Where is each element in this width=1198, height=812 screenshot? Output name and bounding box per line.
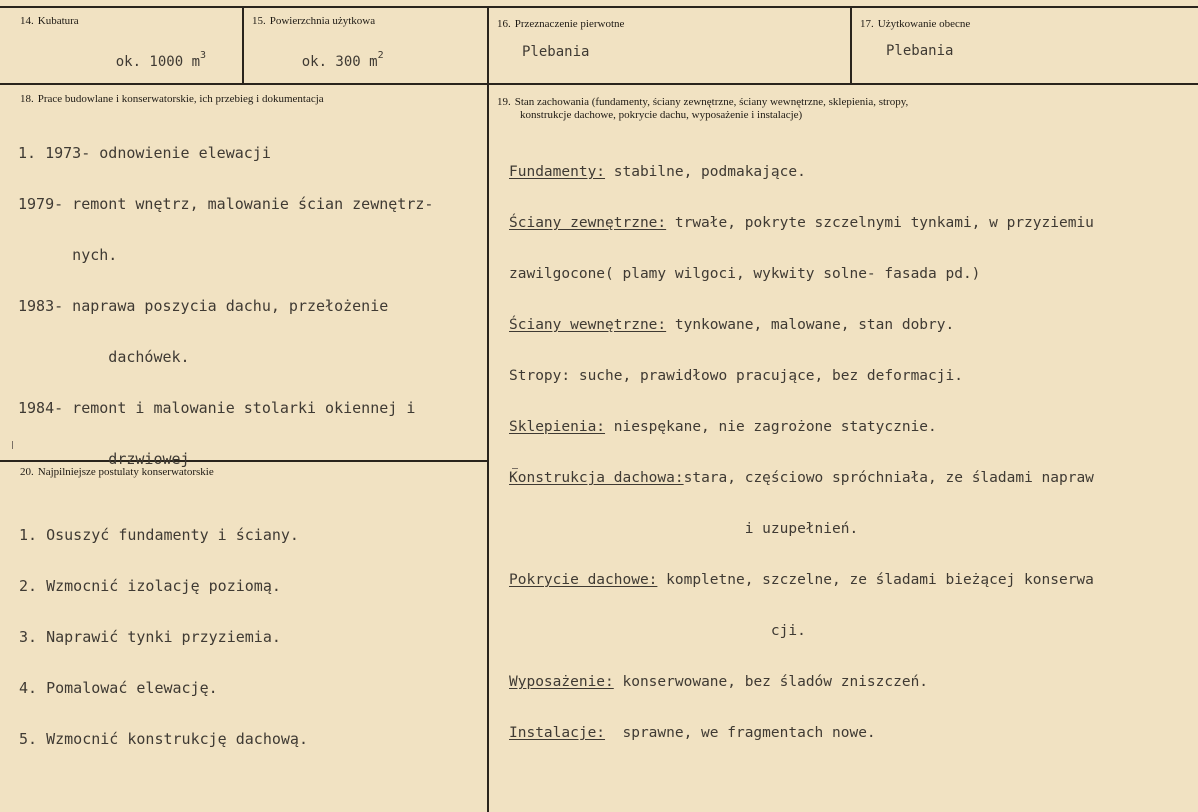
stray-mark [512, 468, 518, 469]
field-17-label-text: Użytkowanie obecne [877, 18, 971, 30]
field-15-value-text: ok. 300 m [301, 54, 378, 70]
condition-text: stara, częściowo spróchniała, ze śladami napraw [683, 470, 1094, 486]
section-18-line: nych. [18, 246, 118, 264]
field-17-label [860, 18, 970, 30]
condition-text: trwałe, pokryte szczelnymi tynkami, w przyziemiu [666, 215, 1094, 231]
postulate-item: 1. Osuszyć fundamenty i ściany. [19, 526, 299, 544]
section-20-label [20, 466, 214, 478]
condition-text: kompletne, szczelne, ze śladami bieżącej konserwa [657, 572, 1094, 588]
divider-14-15 [242, 6, 244, 84]
field-17-number: 17. [860, 18, 874, 30]
condition-text: zawilgocone( plamy wilgoci, wykwity solne- fasada pd.) [509, 266, 981, 282]
divider-15-16 [487, 6, 489, 84]
condition-entry [509, 521, 1094, 538]
postulate-item: 2. Wzmocnić izolację poziomą. [19, 577, 281, 595]
field-14-label-text: Kubatura [37, 15, 79, 27]
section-18-line: 1. 1973- odnowienie elewacji [18, 144, 271, 162]
section-19-label-text1: Stan zachowania (fundamenty, ściany zewnętrzne, ściany wewnętrzne, sklepienia, stropy, [514, 96, 909, 108]
section-18-line: dachówek. [18, 348, 190, 366]
field-15-label-text: Powierzchnia użytkowa [269, 15, 376, 27]
condition-entry [509, 725, 1094, 742]
section-18-number: 18. [20, 93, 34, 105]
condition-text: Stropy: suche, prawidłowo pracujące, bez deformacji. [509, 368, 963, 384]
condition-key: Fundamenty: [509, 164, 606, 180]
section-19-label [497, 96, 908, 122]
section-19-label-line2: konstrukcje dachowe, pokrycie dachu, wyposażenie i instalacje) [520, 109, 803, 121]
condition-entry [509, 572, 1094, 589]
condition-key: Sklepienia: [509, 419, 606, 435]
field-14-superscript: 3 [200, 50, 207, 61]
field-16-number: 16. [497, 18, 511, 30]
field-14-label [20, 15, 79, 27]
section-18-label [20, 93, 324, 105]
condition-text: niespękane, nie zagrożone statycznie. [605, 419, 937, 435]
condition-entry [509, 368, 1094, 385]
section-19-number: 19. [497, 96, 511, 108]
condition-text: konserwowane, bez śladów zniszczeń. [613, 674, 929, 690]
postulate-item: 5. Wzmocnić konstrukcję dachową. [19, 730, 308, 748]
field-15-number: 15. [252, 15, 266, 27]
section-20-text [19, 493, 308, 782]
condition-text: sprawne, we fragmentach nowe. [605, 725, 876, 741]
section-19-text [509, 130, 1094, 776]
field-15-value [268, 37, 384, 89]
condition-entry [509, 164, 1094, 181]
condition-text: stabilne, podmakające. [605, 164, 806, 180]
postulate-item: 4. Pomalować elewację. [19, 679, 218, 697]
section-20-label-text: Najpilniejsze postulaty konserwatorskie [37, 466, 214, 478]
field-14-number: 14. [20, 15, 34, 27]
condition-text: cji. [509, 623, 806, 639]
section-19-label-line1 [497, 96, 908, 109]
postulate-item: 3. Naprawić tynki przyziemia. [19, 628, 281, 646]
section-20-number: 20. [20, 466, 34, 478]
field-15-superscript: 2 [377, 50, 384, 61]
section-18-line: 1979- remont wnętrz, malowanie ścian zewnętrz- [18, 195, 434, 213]
condition-text: tynkowane, malowane, stan dobry. [666, 317, 955, 333]
condition-key: Instalacje: [509, 725, 606, 741]
divider-16-17 [850, 6, 852, 84]
condition-key: Ściany zewnętrzne: [509, 215, 667, 231]
field-14-value-text: ok. 1000 m [115, 54, 201, 70]
stray-mark [12, 441, 13, 449]
field-16-label-text: Przeznaczenie pierwotne [514, 18, 625, 30]
condition-entry [509, 623, 1094, 640]
field-16-value: Plebania [522, 44, 590, 60]
section-18-text [18, 111, 433, 502]
section-18-label-text: Prace budowlane i konserwatorskie, ich przebieg i dokumentacja [37, 93, 324, 105]
field-16-label [497, 18, 624, 30]
top-border [0, 6, 1198, 8]
condition-text: i uzupełnień. [509, 521, 859, 537]
condition-key: Ściany wewnętrzne: [509, 317, 667, 333]
condition-entry [509, 470, 1094, 487]
section-18-line: 1983- naprawa poszycia dachu, przełożenie [18, 297, 389, 315]
condition-entry [509, 266, 1094, 283]
condition-key: Pokrycie dachowe: [509, 572, 658, 588]
condition-key: Konstrukcja dachowa: [509, 470, 684, 486]
condition-entry [509, 215, 1094, 232]
field-15-label [252, 15, 375, 27]
main-vertical-divider [487, 84, 489, 812]
condition-entry [509, 419, 1094, 436]
condition-entry [509, 317, 1094, 334]
condition-entry [509, 674, 1094, 691]
field-14-value [82, 37, 206, 89]
section-18-line: drzwiowej [18, 450, 190, 468]
condition-key: Wyposażenie: [509, 674, 614, 690]
field-17-value: Plebania [886, 43, 954, 59]
section-18-line: 1984- remont i malowanie stolarki okiennej i [18, 399, 416, 417]
